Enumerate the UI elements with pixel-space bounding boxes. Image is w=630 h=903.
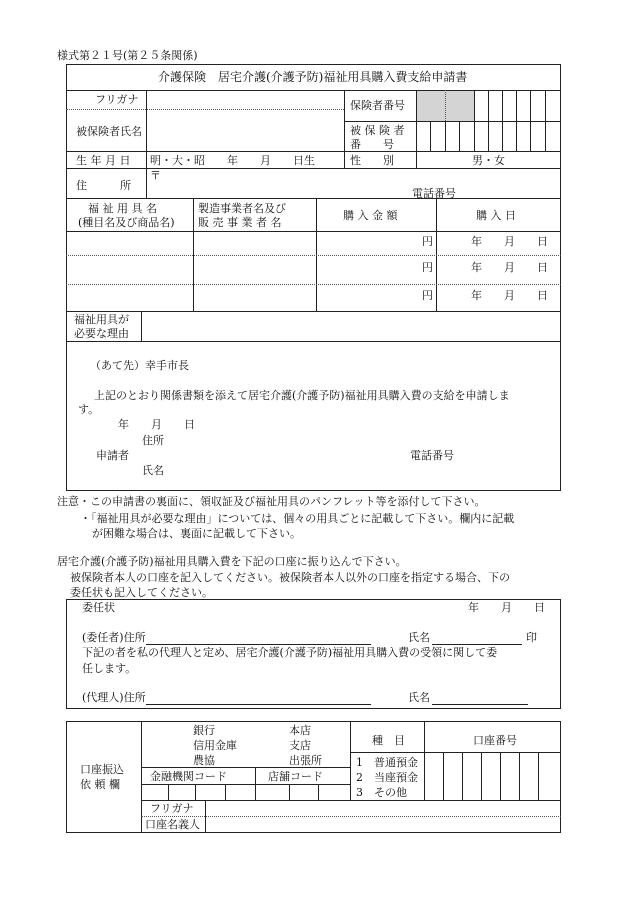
insured-name-label: 被保険者氏名	[76, 125, 142, 138]
applicant-label: 申請者	[96, 449, 129, 462]
holder-furigana-label: フリガナ	[150, 802, 194, 815]
account-holder-label: 口座名義人	[145, 818, 200, 831]
reason-label-2: 必要な理由	[74, 327, 129, 340]
postal-mark: 〒	[150, 169, 161, 182]
account-type-1: 1 普通預金	[356, 756, 418, 769]
application-body-2: す。	[78, 403, 100, 416]
birthdate-era: 明・大・昭 年 月 日生	[150, 154, 315, 167]
note-2: ・「福祉用具が必要な理由」については、個々の用具ごとに記載して下さい。欄内に記載	[80, 512, 515, 525]
note-1: 注意・この申請書の裏面に、領収証及び福祉用具のパンフレット等を添付して下さい。	[57, 495, 486, 508]
transfer-line-2: 被保険者本人の口座を記入してください。被保険者本人以外の口座を指定する場合、下の	[70, 571, 510, 584]
purchase-amount-label: 購 入 金 額	[343, 209, 398, 222]
form-title: 介護保険 居宅介護(介護予防)福祉用具購入費支給申請書	[158, 70, 468, 84]
item-name-label-2: (種目名及び商品名)	[78, 216, 175, 229]
application-name-label: 氏名	[142, 464, 164, 477]
reason-label-1: 福祉用具が	[74, 313, 129, 326]
addressee: （あて先）幸手市長	[90, 359, 189, 372]
application-body-1: 上記のとおり関係書類を添えて居宅介護(介護予防)福祉用具購入費の支給を申請しま	[94, 389, 510, 402]
office-branch: 支店	[289, 739, 311, 752]
maker-label-2: 販 売 事 業 者 名	[198, 216, 282, 229]
bank-type-credit: 信用金庫	[193, 739, 237, 752]
branch-code-label: 店舗コード	[268, 770, 323, 783]
address-label: 住 所	[76, 179, 131, 192]
sex-label: 性 別	[350, 154, 394, 167]
delegator-address-label: (委任者)住所	[82, 631, 146, 644]
delegator-name-label: 氏名	[408, 631, 430, 644]
proxy-body-2: 任します。	[82, 662, 137, 675]
transfer-line-3: 委任状も記入してください。	[70, 586, 213, 599]
yen-3: 円	[422, 289, 433, 302]
proxy-body-1: 下記の者を私の代理人と定め、居宅介護(介護予防)福祉用具購入費の受領に関して委	[82, 646, 498, 659]
account-type-header: 種 目	[372, 734, 405, 747]
account-type-3: 3 その他	[356, 786, 407, 799]
maker-label-1: 製造事業者名及び	[198, 202, 286, 215]
item-name-label-1: 福 祉 用 具 名	[88, 202, 157, 215]
furigana-label: フリガナ	[95, 93, 139, 106]
insured-number-label-2: 番 号	[350, 138, 394, 151]
date-1: 年 月 日	[471, 235, 548, 248]
date-2: 年 月 日	[471, 261, 548, 274]
transfer-line-1: 居宅介護(介護予防)福祉用具購入費を下記の口座に振り込んで下さい。	[57, 555, 407, 568]
agent-name-label: 氏名	[408, 691, 430, 704]
bank-label-1: 口座振込	[80, 763, 124, 776]
application-address-label: 住所	[142, 434, 164, 447]
yen-2: 円	[422, 261, 433, 274]
insured-number-label-1: 被 保 険 者	[350, 124, 405, 137]
seal-mark: 印	[526, 631, 537, 644]
application-date: 年 月 日	[118, 418, 195, 431]
proxy-date: 年 月 日	[468, 601, 545, 614]
office-head: 本店	[289, 724, 311, 737]
date-3: 年 月 日	[471, 289, 548, 302]
sex-value: 男・女	[472, 154, 505, 167]
bank-type-coop: 農協	[193, 754, 215, 767]
phone-label: 電話番号	[412, 187, 456, 200]
account-type-2: 2 当座預金	[356, 771, 418, 784]
note-3: が困難な場合は、裏面に記載して下さい。	[92, 527, 301, 540]
bank-label-2: 依 頼 欄	[80, 778, 120, 791]
bank-type-bank: 銀行	[193, 724, 215, 737]
proxy-title: 委任状	[82, 601, 115, 614]
agent-address-label: (代理人)住所	[82, 691, 146, 704]
form-number: 様式第２１号(第２５条関係)	[57, 49, 198, 62]
purchase-date-label: 購 入 日	[476, 209, 516, 222]
birthdate-label: 生 年 月 日	[76, 154, 131, 167]
institution-code-label: 金融機関コード	[150, 770, 227, 783]
application-phone-label: 電話番号	[410, 449, 454, 462]
yen-1: 円	[422, 235, 433, 248]
account-number-header: 口座番号	[473, 734, 517, 747]
office-sub: 出張所	[289, 754, 322, 767]
insurer-number-label: 保険者番号	[350, 99, 405, 112]
